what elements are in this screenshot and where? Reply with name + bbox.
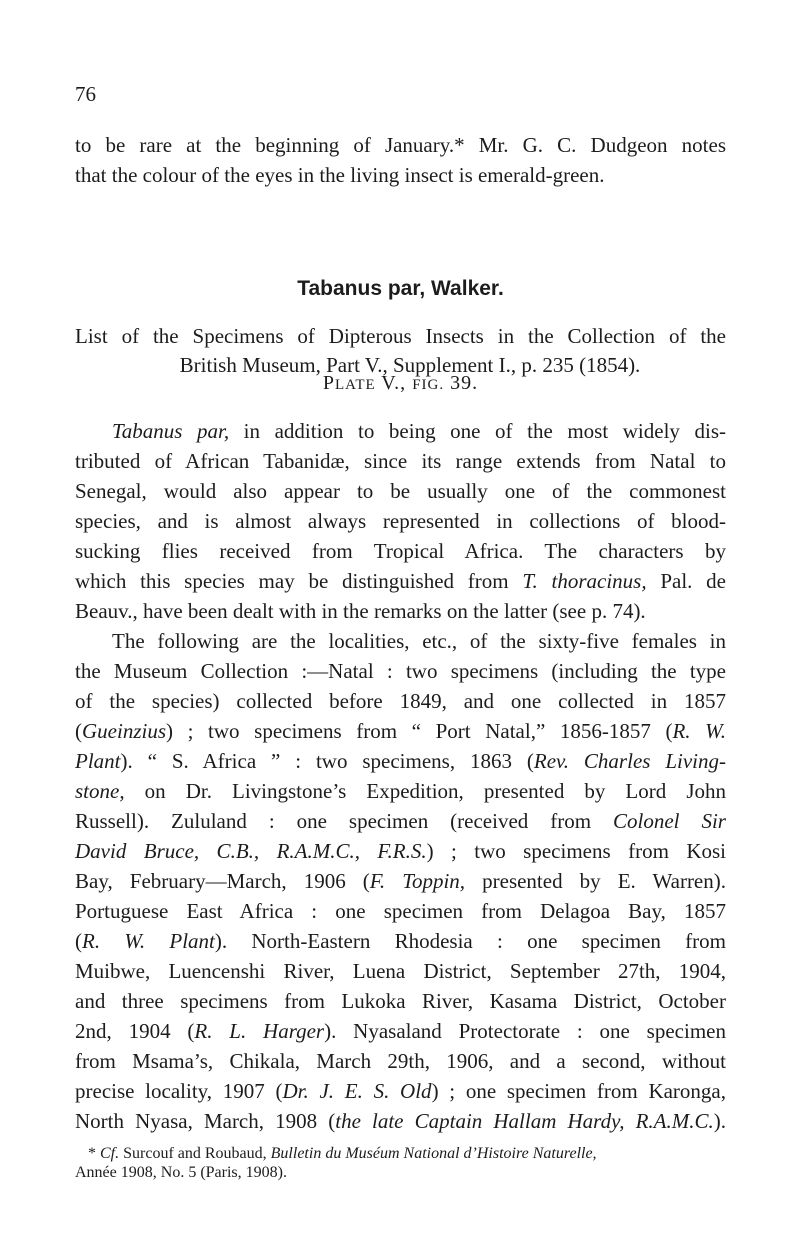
text: ) ; two specimens from “ Port Natal,” 1856-1857 ( — [166, 719, 673, 743]
footnote-marker: * — [88, 1145, 100, 1162]
text: precise locality, 1907 ( — [75, 1079, 283, 1103]
text: Cf. — [100, 1145, 120, 1162]
collector-name: Dr. J. E. S. Old — [282, 1079, 432, 1103]
para2-line-11 — [75, 926, 726, 956]
para1-line-5: sucking flies received from Tropical Africa. The characters by — [75, 539, 726, 563]
collector-name: R. W. — [672, 719, 726, 743]
para2-line-15: from Msama’s, Chikala, March 29th, 1906, and a second, without — [75, 1049, 726, 1073]
para1-line-2: tributed of African Tabanidæ, since its range extends from Natal to — [75, 449, 726, 473]
footnote-line-2: Année 1908, No. 5 (Paris, 1908). — [75, 1164, 287, 1181]
text: ). North-Eastern Rhodesia : one specimen from — [214, 929, 727, 953]
para2-line-8 — [75, 836, 726, 866]
text: ). — [713, 1109, 726, 1133]
text: in addition to being one of the most widely dis- — [229, 419, 726, 443]
fig-label: FIG. — [412, 377, 445, 393]
plate-word-initial: P — [322, 372, 335, 394]
para2-line-2: the Museum Collection :—Natal : two specimens (including the type — [75, 659, 726, 683]
para1-line-4: species, and is almost always represented in collections of blood- — [75, 509, 726, 533]
text: Pal. de — [646, 569, 727, 593]
text: presented by E. Warren). — [465, 869, 726, 893]
species-heading: Tabanus par, Walker. — [297, 277, 504, 300]
para2-line-3: of the species) collected before 1849, and one collected in 1857 — [75, 689, 726, 713]
para2-line-9 — [75, 866, 726, 896]
para1-line-3: Senegal, would also appear to be usually one of the commonest — [75, 479, 726, 503]
collector-name: Rev. Charles Living- — [533, 749, 726, 773]
species-name: Tabanus par, — [112, 419, 230, 443]
collector-name: the late Captain Hallam Hardy, R.A.M.C. — [335, 1109, 714, 1133]
intro-line-2: that the colour of the eyes in the living insect is emerald-green. — [75, 163, 605, 187]
footnote-line-1 — [88, 1144, 739, 1163]
para2-line-4 — [75, 716, 726, 746]
text: Surcouf and Roubaud, — [119, 1145, 271, 1162]
fig-number: 39. — [444, 372, 479, 394]
text: ). Nyasaland Protectorate : one specimen — [324, 1019, 726, 1043]
text: on Dr. Livingstone’s Expedition, presented by Lord John — [124, 779, 726, 803]
para2-line-17 — [75, 1106, 726, 1136]
page-number: 76 — [75, 82, 96, 106]
text: Russell). Zululand : one specimen (received from — [75, 809, 614, 833]
para2-line-12: Muibwe, Luencenshi River, Luena District, September 27th, 1904, — [75, 959, 726, 983]
para1-line-7: Beauv., have been dealt with in the remarks on the latter (see p. 74). — [75, 599, 646, 623]
collector-name: stone, — [75, 779, 125, 803]
species-name: T. thoracinus, — [522, 569, 647, 593]
reference-line-2: British Museum, Part V., Supplement I., p. 235 (1854). — [179, 353, 641, 377]
para2-line-13: and three specimens from Lukoka River, Kasama District, October — [75, 989, 726, 1013]
para2-line-5 — [75, 746, 726, 776]
para2-line-7 — [75, 806, 726, 836]
text: ( — [75, 929, 82, 953]
intro-line-1: to be rare at the beginning of January.* Mr. G. C. Dudgeon notes — [75, 133, 726, 157]
para2-line-6 — [75, 776, 726, 806]
text: which this species may be distinguished from — [75, 569, 523, 593]
reference-line-1: List of the Specimens of Dipterous Insects in the Collection of the — [75, 324, 726, 348]
text: Bay, February—March, 1906 ( — [75, 869, 370, 893]
text: ) ; one specimen from Karonga, — [431, 1079, 726, 1103]
text: ) ; two specimens from Kosi — [426, 839, 726, 863]
collector-name: R. L. Harger — [194, 1019, 325, 1043]
collector-name: Gueinzius — [82, 719, 166, 743]
collector-name: F. Toppin, — [369, 869, 466, 893]
collector-name: Colonel Sir — [613, 809, 726, 833]
collector-name: David Bruce, C.B., R.A.M.C., F.R.S. — [75, 839, 427, 863]
para1-line-1 — [112, 416, 726, 446]
journal-title: Bulletin du Muséum National d’Histoire Naturelle, — [270, 1145, 597, 1162]
para2-line-1: The following are the localities, etc., of the sixty-five females in — [112, 629, 726, 653]
collector-name: R. W. Plant — [82, 929, 215, 953]
plate-number: V., — [375, 372, 413, 394]
text: ). “ S. Africa ” : two specimens, 1863 ( — [120, 749, 534, 773]
text: North Nyasa, March, 1908 ( — [75, 1109, 336, 1133]
para2-line-10: Portuguese East Africa : one specimen from Delagoa Bay, 1857 — [75, 899, 726, 923]
text: 2nd, 1904 ( — [75, 1019, 195, 1043]
para1-line-6 — [75, 566, 726, 596]
collector-name: Plant — [75, 749, 121, 773]
plate-reference — [0, 372, 801, 395]
text: ( — [75, 719, 82, 743]
para2-line-14 — [75, 1016, 726, 1046]
plate-word-rest: LATE — [335, 377, 376, 393]
para2-line-16 — [75, 1076, 726, 1106]
